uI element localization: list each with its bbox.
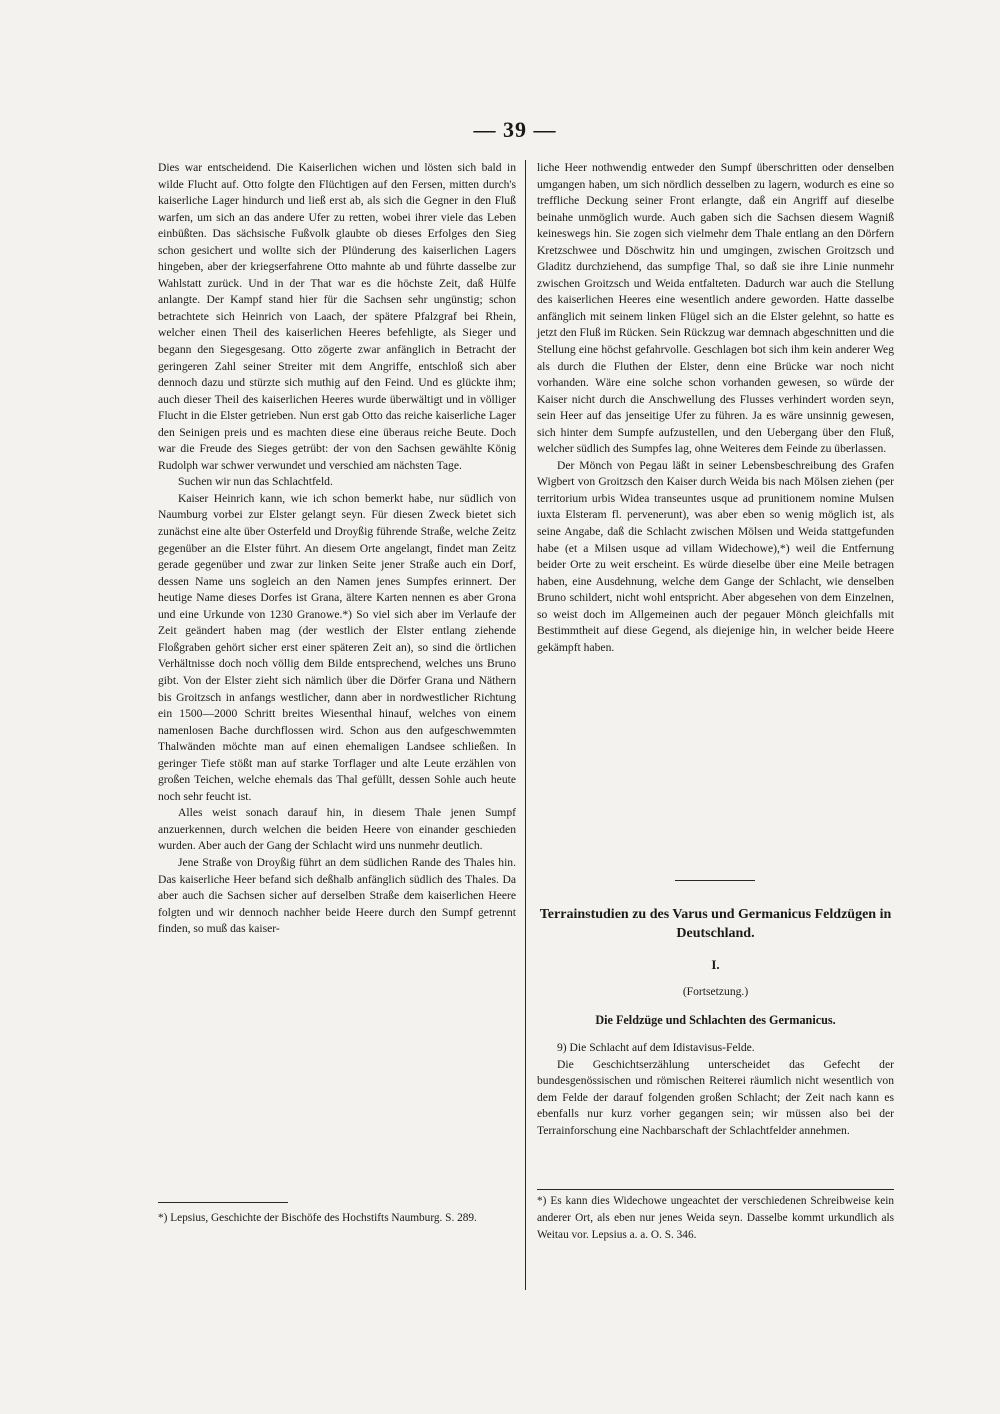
paragraph: Der Mönch von Pegau läßt in seiner Lebensbeschreibung des Grafen Wigbert von Groitzsch den Kaiser durch Weida bis nach Mölsen ziehen (per territorium urbis Widea transeuntes usque ad prunitionem nomine Mulsen iuxta Elsteram fl. pervenerunt), was aber eben so wenig möglich ist, als seine Angabe, daß die Schlacht zwischen Mölsen und Weida stattgefunden habe (et a Milsen usque ad villam Widechowe),*) weil die Entfernung beider Orte zu weit erscheint. Es würde dieselbe über eine Meile betragen haben, eine Ausdehnung, welche dem Gange der Schlacht, wie denselben Bruno schildert, nicht wohl entspricht. Aber abgesehen von dem Einzelnen, so weist doch im Allgemeinen auch der pegauer Mönch gleichfalls mit Bestimmtheit auf diese Gegend, als diejenige hin, in welcher beide Heere gekämpft haben. (537, 458, 894, 654)
subsection-body (537, 1040, 894, 1139)
paragraph: Alles weist sonach darauf hin, in diesem Thale jenen Sumpf anzuerkennen, durch welchen die beiden Heere von einander geschieden wurden. Aber auch der Gang der Schlacht wird uns nunmehr deutlich. (158, 806, 516, 853)
footnote-rule (537, 1189, 894, 1190)
paragraph: Dies war entscheidend. Die Kaiserlichen wichen und lösten sich bald in wilde Flucht auf. Otto folgte den Flüchtigen auf den Fersen, mitten durch's kaiserliche Lager hindurch und ließ erst ab, als sich die Gegner in den Fluß warfen, um sich an das andere Ufer zu retten, wobei ihrer viele das Leben einbüßten. Das sächsische Fußvolk glaubte ob dieses Erfolges den Sieg schon gesichert und wollte sich der Plünderung des kaiserlichen Lagers hingeben, aber der kriegserfahrene Otto mahnte ab und führte dasselbe zur Wahlstatt zurück. Und in der That war es die höchste Zeit, daß Hülfe anlangte. Der Kampf stand hier für die Sachsen sehr ungünstig; schon betrachtete sich Heinrich von Laach, der spätere Pfalzgraf bei Rhein, welcher einen Theil des kaiserlichen Heeres befehligte, als Sieger und begann den Siegesgesang. Otto zögerte zwar anfänglich in Betracht der geringeren Zahl seiner Streiter mit dem Angriffe, entschloß sich aber dennoch dazu und stürzte sich muthig auf den Feind. Und es glückte ihm; auch dieser Theil des kaiserlichen Heeres wurde überwältigt und in völliger Flucht in die Elster getrieben. Nun erst gab Otto das reiche kaiserliche Lager den Seinigen preis und es machten diese eine überaus reiche Beute. Doch war die Freude des Sieges getrübt: der von den Sachsen gewählte König Rudolph war schwer verwundet und verschied am nächsten Tage. (158, 161, 516, 472)
right-column (537, 160, 894, 656)
continuation-note: (Fortsetzung.) (682, 985, 749, 998)
paragraph: liche Heer nothwendig entweder den Sumpf überschritten oder denselben umgangen haben, um sich nördlich desselben zu lagern, wodurch es eine so treffliche Deckung seiner Front erlangte, daß ein Angriff auf dieselbe beinahe unmöglich wurde. Auch gaben sich die Sachsen diesem Wagniß keineswegs hin. Sie zogen sich vielmehr dem Thale entlang an den Dörfern Kretzschwee und Döschwitz hin und umgingen, zwischen Groitzsch und Gladitz durchziehend, das sumpfige Thal, so daß sie ihre Linie nunmehr zwischen Groitzsch und Weida entfalteten. Dadurch war auch die Stellung des kaiserlichen Heeres eine wesentlich andere geworden. Hatte dasselbe anfänglich mit seinem linken Flügel sich an die Elster gelehnt, so hatte es jetzt den Fluß im Rücken. Sein Rückzug war demnach abgeschnitten und die Stellung eine höchst gefahrvolle. Geschlagen bot sich ihm kein anderer Weg als durch die Fluthen der Elster, denn eine Brücke war noch nicht vorhanden. Wäre eine solche schon vorhanden gewesen, so würde der Kaiser nicht durch die Anschwellung des Flusses verhindert worden seyn, sein Heer auf das jenseitige Ufer zu führen. Ja es wäre unsinnig gewesen, sich hinter dem Sumpfe aufzustellen, und den Uebergang über den Fluß, welcher südlich des Sumpfes lag, ohne Weiteres dem Feinde zu überlassen. (537, 161, 894, 456)
left-column (158, 160, 516, 938)
footnote: *) Lepsius, Geschichte der Bischöfe des Hochstifts Naumburg. S. 289. (158, 1212, 477, 1224)
paragraph: Jene Straße von Droyßig führt an dem südlichen Rande des Thales hin. Das kaiserliche Heer befand sich deßhalb anfänglich südlich des Thales. Da aber auch die Sachsen sicher auf derselben Straße dem kaiserlichen Heere folgten und wir dennoch nachher beide Heere durch den Sumpf getrennt finden, so muß das kaiser- (158, 855, 516, 936)
subsection-heading: 9) Die Schlacht auf dem Idistavisus-Felde. (557, 1041, 755, 1054)
section-divider (675, 880, 755, 881)
section-title: Terrainstudien zu des Varus und Germanicus Feldzügen in Deutschland. (539, 907, 892, 941)
paragraph: Die Geschichtserzählung unterscheidet das Gefecht der bundesgenössischen und römischen Reiterei räumlich nicht wesentlich von dem Felde der darauf folgenden großen Schlacht; der Zeit nach kann es ebenfalls nur kurz vorher gegangen sein; wir müssen also bei der Terrainforschung eine Nachbarschaft der Schlachtfelder annehmen. (537, 1057, 894, 1137)
footnote-rule (158, 1202, 288, 1203)
subsection-title: Die Feldzüge und Schlachten des Germanicus. (595, 1013, 836, 1027)
column-divider (525, 160, 526, 1290)
footnote: *) Es kann dies Widechowe ungeachtet der verschiedenen Schreibweise kein anderer Ort, als eben nur jenes Weida seyn. Dasselbe kommt urkundlich als Weitau vor. Lepsius a. a. O. S. 346. (537, 1195, 894, 1241)
page-number: — 39 — (473, 117, 557, 142)
paragraph: Suchen wir nun das Schlachtfeld. (178, 475, 333, 489)
paragraph: Kaiser Heinrich kann, wie ich schon bemerkt habe, nur südlich von Naumburg vorbei zur Elster gelangt seyn. Für diesen Zweck bietet sich zunächst eine alte über Osterfeld und Droyßig führende Straße, welche Zeitz gegenüber an die Elster führt. An diesem Orte angelangt, findet man Zeitz gerade gegenüber und zwar zur linken Seite jener Straße auch ein Dorf, dessen Name uns sogleich an den Namen jenes Sumpfes erinnert. Der heutige Name dieses Dorfes ist Grana, ältere Karten nennen es aber Grona und eine Urkunde von 1230 Granowe.*) So viel sich aber im Verlaufe der Zeit geändert haben mag (der westlich der Elster entlang ziehende Floßgraben gehört sicher erst einer späteren Zeit an), so sind die örtlichen Verhältnisse doch noch völlig dem Bilde entsprechend, welches uns Bruno gibt. Von der Elster zieht sich nämlich über die Dörfer Grana und Näthern bis Groitzsch in anfangs westlicher, dann aber in nordwestlicher Richtung ein 1500—2000 Schritt breites Wiesenthal hinauf, welches von einem namenlosen Bache durchflossen wird. Schon aus den aufgeschwemmten Thalwänden möchte man auf einen ehemaligen Landsee schließen. In geringer Tiefe stößt man auf starke Torflager und alte Leute erzählen von großen Teichen, welche ehemals das Thal gefüllt, dessen Sohle auch heute noch sehr feucht ist. (158, 491, 516, 803)
section-numeral: I. (711, 957, 720, 972)
